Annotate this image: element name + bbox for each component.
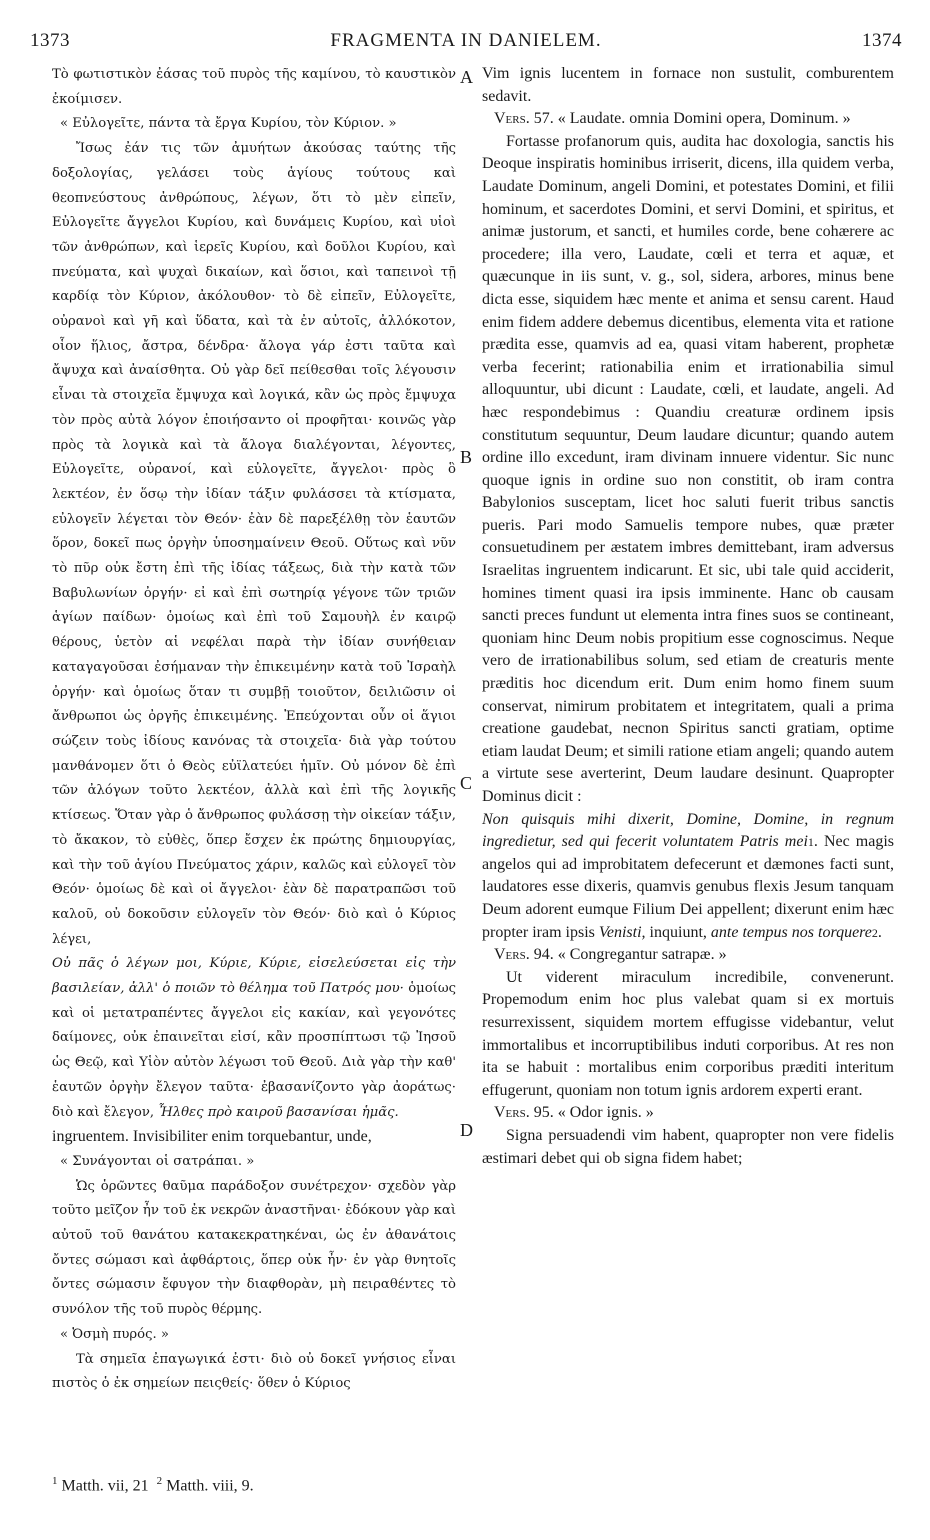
greek-paragraph: Τὸ φωτιστικὸν ἐάσας τοῦ πυρὸς τῆς καμίνου, τὸ καυστικὸν ἐκοίμισεν.	[52, 67, 456, 107]
footnote-ref: 2	[871, 925, 878, 940]
greek-paragraph	[52, 952, 456, 1125]
page-header	[30, 30, 902, 56]
page-number-right: 1374	[862, 30, 902, 51]
latin-continuation-line: ingruentem. Invisibiliter enim torquebantur, unde,	[52, 1128, 372, 1146]
latin-column	[482, 63, 894, 1170]
latin-text: . Nec magis angelos qui ad improbitatem defecerunt et dæmones facti sunt, laudatores esse dixeris, quamvis genubus flexis Jesum tanquam Deum adorent eumque Filium Dei appellent; dixerunt enim hæc propter iram ipsis	[482, 833, 894, 941]
latin-text: inquiunt,	[645, 923, 707, 941]
latin-verse-heading	[482, 944, 894, 967]
latin-paragraph: Signa persuadendi vim habent, quapropter non vere fidelis æstimari debet qui ob signa fidem habet;	[482, 1126, 894, 1167]
verse-text: 94. « Congregantur satrapæ. »	[533, 946, 727, 964]
greek-quotation: Οὐ πᾶς ὁ λέγων μοι, Κύριε, Κύριε, εἰσελεύσεται εἰς τὴν βασιλείαν, ἀλλ' ὁ ποιῶν τὸ θέλημα τοῦ Πατρός μου·	[52, 956, 456, 997]
greek-verse-heading: « Συνάγονται οἱ σατράπαι. »	[60, 1153, 255, 1169]
latin-verse-heading	[482, 108, 894, 131]
greek-quotation: Ἦλθες πρὸ καιροῦ βασανίσαι ἡμᾶς.	[158, 1104, 399, 1120]
greek-paragraph: Ὡς ὁρῶντες θαῦμα παράδοξον συνέτρεχον· σχεδὸν γὰρ τοῦτο μεῖζον ἦν τοῦ ἐκ νεκρῶν ἀναστῆναι· ἐδόκουν γὰρ καὶ αὐτοῦ τοῦ θανάτου κατακεκρατηκέναι, ὡς ἐν ἀθανάτοις ὄντες σώμασι καὶ ἀφθάρτοις, ὅπερ οὐκ ἦν· ἐν γὰρ θνητοῖς ὄντες σώμασιν ἔφυγον τὴν διαφθορὰν, μὴ πειραθέντες τὸ συνόλον τῆς τοῦ πυρὸς θέρμης.	[52, 1178, 456, 1318]
greek-column	[52, 63, 456, 1397]
footnote-number: 1	[52, 1475, 58, 1487]
latin-paragraph: Vim ignis lucentem in fornace non sustulit, comburentem sedavit.	[482, 65, 894, 105]
footnote-number: 2	[156, 1475, 163, 1487]
verse-label: Vers.	[494, 1104, 530, 1122]
verse-label: Vers.	[494, 110, 530, 128]
greek-verse-heading: « Ὀσμὴ πυρός. »	[60, 1326, 169, 1342]
section-marker-d: D	[460, 1120, 473, 1140]
greek-paragraph: Ἴσως ἐάν τις τῶν ἀμυήτων ἀκούσας ταύτης τῆς δοξολογίας, γελάσει τοὺς ἁγίους τούτους καὶ θεοπνεύστους ἀνθρώπους, λέγων, ὅτι τὸ μὲν εἰπεῖν, Εὐλογεῖτε ἄγγελοι Κυρίου, καὶ δυνάμεις Κυρίου, καὶ υἱοὶ τῶν ἀνθρώπων, καὶ ἱερεῖς Κυρίου, καὶ δοῦλοι Κυρίου, καὶ πνεύματα, καὶ ψυχαὶ δικαίων, καὶ ὅσιοι, καὶ ταπεινοὶ τῇ καρδίᾳ τὸν Κύριον, ἀκόλουθον· τὸ δὲ εἰπεῖν, Εὐλογεῖτε, οὐρανοὶ καὶ γῆ καὶ ὕδατα, καὶ τὰ ἐν αὐτοῖς, ἀλλόκοτον, οἷον ἥλιος, ἄστρα, δένδρα· ἄλογα γάρ ἐστι ταῦτα καὶ ἄψυχα καὶ ἀναίσθητα. Οὐ γὰρ δεῖ πείθεσθαι τοῖς λέγουσιν εἶναι τὰ στοιχεῖα ἔμψυχα καὶ λογικά, κἂν ὡς πρὸς ἔμψυχα τὸν πρὸς αὐτὰ λόγον ἐποιήσαντο οἱ προφῆται· κοινῶς γὰρ πρὸς τὰ λογικὰ καὶ τὰ ἄλογα διαλέγονται, λέγοντες, Εὐλογεῖτε, οὐρανοί, καὶ εὐλογεῖτε, ἄγγελοι· πρὸς ὃ λεκτέον, ἐν ὅσῳ τὴν ἰδίαν τάξιν φυλάσσει τὰ κτίσματα, εὐλογεῖν λέγεται τὸν Θεόν· ἐὰν δὲ παρεξέλθῃ τὸν ἑαυτῶν ὅρον, δοκεῖ πως ὀργὴν ὑποσημαίνειν Θεοῦ. Οὕτως καὶ νῦν τὸ πῦρ οὐκ ἔστη ἐπὶ τῆς ἰδίας τάξεως, διὰ τὴν κατὰ τῶν Βαβυλωνίων ὀργήν· εἰ καὶ ἐπὶ σωτηρίᾳ γέγονε τῶν τριῶν ἁγίων παίδων· ὁμοίως καὶ ἐπὶ τοῦ Σαμουὴλ ἐν καιρῷ θέρους, ὑετὸν αἱ νεφέλαι παρὰ τὴν ἰδίαν συνήθειαν καταγαγοῦσαι ἐσήμαναν τὴν ἐπικειμένην κατὰ τοῦ Ἰσραὴλ ὀργήν· καὶ ὁμοίως ὅταν τι συμβῇ τοιοῦτον, δειλιῶσιν οἱ ἄνθρωποι ὡς ὀργῆς ἐπικειμένης. Ἐπεύχονται οὖν οἱ ἅγιοι σώζειν τοὺς ἰδίους κανόνας τὰ στοιχεῖα· διὰ γὰρ τούτου μανθάνομεν ὅτι ὁ Θεὸς εὐϊλατεύει ἡμῖν. Οὐ μόνον δὲ ἐπὶ τῶν ἀλόγων τοῦτο λεκτέον, ἀλλὰ καὶ ἐπὶ τῆς λογικῆς κτίσεως. Ὅταν γὰρ ὁ ἄνθρωπος φυλάσσῃ τὴν οἰκείαν τάξιν, τὸ ἄκακον, τὸ εὐθὲς, ὅπερ ἔσχεν ἐκ πρώτης δημιουργίας, καὶ τὴν τοῦ ἁγίου Πνεύματος χάριν, καλῶς καὶ εὐλογεῖ τὸν Θεόν· ὁμοίως δὲ καὶ οἱ ἄγγελοι· ἐὰν δὲ παρατραπῶσι τοῦ καλοῦ, οὐ δοκοῦσιν εὐλογεῖν τὸν Θεόν· διὸ καὶ ὁ Κύριος λέγει,	[52, 141, 456, 947]
section-marker-c: C	[460, 773, 473, 793]
footnotes	[52, 1475, 456, 1495]
latin-quotation: ante tempus nos torquere	[710, 923, 872, 941]
section-marker-a: A	[460, 67, 473, 87]
section-marker-b: B	[460, 447, 473, 467]
latin-text: .	[877, 923, 882, 941]
running-title: FRAGMENTA IN DANIELEM.	[330, 30, 602, 51]
footnote-text: Matth. viii, 9.	[166, 1477, 254, 1495]
latin-verse-heading	[482, 1102, 894, 1125]
greek-text: ὁμοίως καὶ οἱ μετατραπέντες ἄγγελοι εἰς κακίαν, καὶ γεγονότες δαίμονες, οὐκ ἐπαινεῖται εἰσί, κἂν προσπίπτωσι τῷ Ἰησοῦ ὡς Θεῷ, καὶ Υἱὸν αὐτὸν λέγωσι τοῦ Θεοῦ. Διὰ γὰρ τὴν καθ' ἑαυτῶν ὀργὴν ἔλεγον ταῦτα· ἐβασανίζοντο γὰρ ἀοράτως· διὸ καὶ ἔλεγον,	[52, 981, 456, 1120]
verse-label: Vers.	[494, 946, 530, 964]
latin-paragraph: Ut viderent miraculum incredibile, convenerunt. Propemodum enim hoc plus valebat quam si ex mortuis resurrexissent, siquidem mortem effugisse videbantur, velut immortalibus et incorruptibilibus induti corporibus. At res non ita se habuit : mortalibus enim corporibus præditi interitum effugerunt, quoniam non totum ignis ardorem experti erant.	[482, 968, 894, 1099]
greek-paragraph: Τὰ σημεῖα ἐπαγωγικά ἐστι· διὸ οὐ δοκεῖ γνήσιος εἶναι πιστὸς ὁ ἐκ σημείων πειςθείς· ὅθεν ὁ Κύριος	[52, 1351, 456, 1392]
latin-paragraph	[482, 809, 894, 945]
greek-verse-heading: « Εὐλογεῖτε, πάντα τὰ ἔργα Κυρίου, τὸν Κύριον. »	[60, 116, 397, 132]
footnote-text: Matth. vii, 21	[61, 1477, 149, 1495]
latin-quotation: Non quisquis mihi dixerit, Domine, Domine, in regnum ingredietur, sed qui fecerit voluntatem Patris mei	[482, 810, 894, 851]
verse-text: 95. « Odor ignis. »	[533, 1104, 654, 1122]
page-number-left: 1373	[30, 30, 70, 51]
verse-text: 57. « Laudate. omnia Domini opera, Dominum. »	[533, 110, 851, 128]
latin-quotation: Venisti,	[598, 923, 646, 941]
footnote-ref: 1	[807, 835, 814, 850]
latin-paragraph: Fortasse profanorum quis, audita hac doxologia, sanctis his Deoque inspiratis hominibus irriserit, dicens, illa quidem verba, Laudate Dominum, angeli Domini, et potestates Domini, et filii hominum, et sacerdotes Domini, et servi Domini, et spiritus, et animæ justorum, et sancti, et humiles corde, bene cohærere ac procedere; illa vero, Laudate, cœli et terra et aquæ, et quæcunque in iis sunt, v. g., sol, sidera, arbores, minus bene dicta esse, siquidem hæc mente et anima et sensu carent. Haud enim fidem addere debemus dicentibus, elementa vita et ratione prædita esse, quamvis ad ea, quasi vitam haberent, prophetæ verba fecerint; rationabilia enim et irrationabilia simul alloquuntur, ubi dicunt : Laudate, cœli, et laudate, angeli. Ad hæc respondebimus : Quandiu creaturæ ordinem ipsis constitutum sequuntur, Deum laudare dicuntur; quando autem ordine illo excedunt, iram divinam innuere videntur. Sic nunc quoque ignis in ordine suo non constitit, ob iram contra Babylonios susceptam, licet hoc saluti fuerit tribus sanctis pueris. Pari modo Samuelis tempore nubes, quæ præter consuetudinem per æstatem imbres demittebant, iram adversus Israelitas ingruentem indicarunt. Et sic, ubi tale quid acciderit, homines timent quasi ira ipsis imminente. Hanc ob causam sancti preces fundunt ut elementa intra fines suos se contineant, quoniam hinc Deum nobis propitium esse cognoscimus. Neque vero de irrationabilibus solum, sed etiam de creaturis mente præditis hoc dicendum erit. Dum enim homo finem suum conservat, nimirum probitatem et integritatem, quali a prima creatione gaudebat, necnon Spiritus sancti gratiam, optime etiam laudat Deum; et simili ratione etiam angeli; quando autem a virtute sese averterint, Deum laudare desinunt. Quapropter Dominus dicit :	[482, 132, 894, 805]
